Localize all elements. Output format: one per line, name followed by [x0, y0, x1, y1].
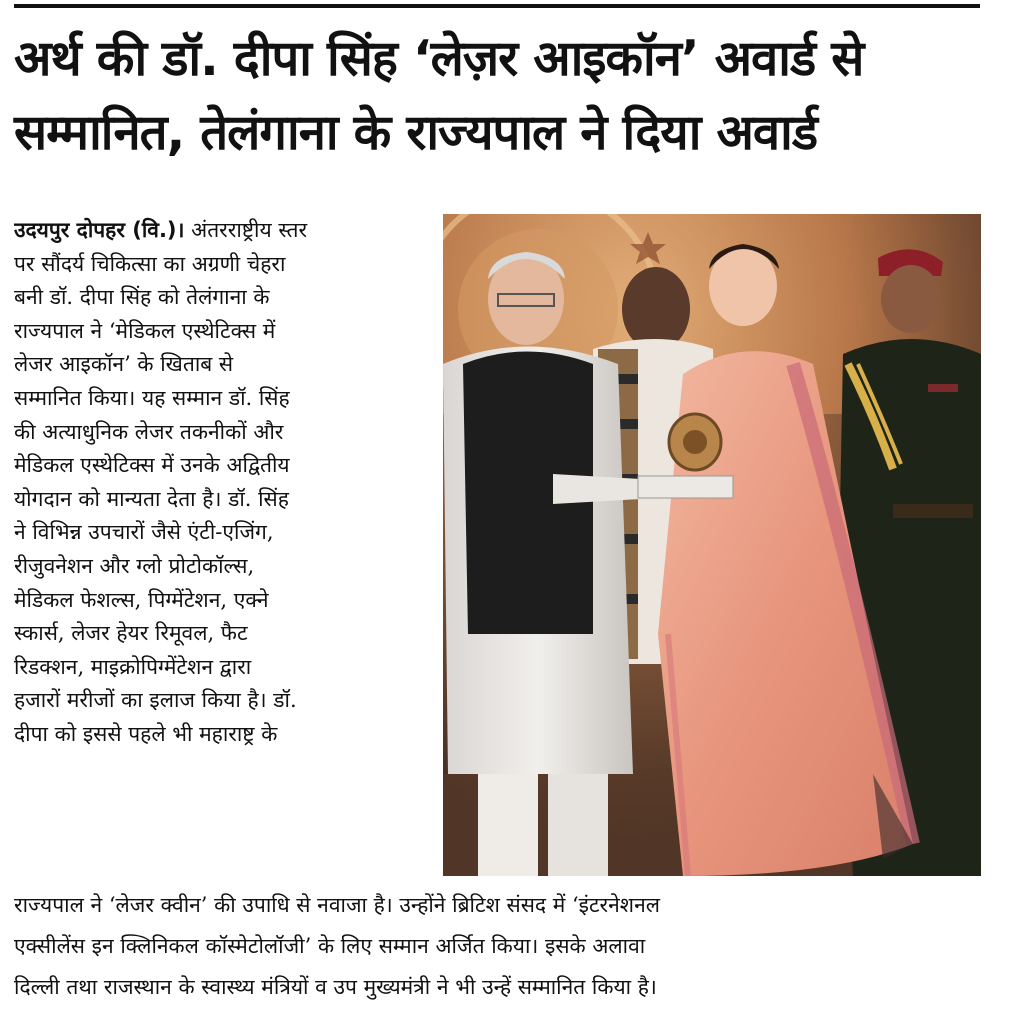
article-line: मेडिकल फेशल्स, पिग्मेंटेशन, एक्ने [14, 587, 269, 612]
article-continuation [14, 885, 984, 1008]
article-line: ने विभिन्न उपचारों जैसे एंटी-एजिंग, [14, 520, 274, 545]
article-line: स्कार्स, लेजर हेयर रिमूवल, फैट [14, 621, 248, 646]
award-ceremony-photo-icon [443, 214, 981, 876]
article-wide-line: एक्सीलेंस इन क्लिनिकल कॉस्मेटोलॉजी’ के लिए सम्मान अर्जित किया। इसके अलावा [14, 934, 646, 958]
article-line: योगदान को मान्यता देता है। डॉ. सिंह [14, 486, 289, 511]
top-rule [14, 4, 980, 8]
article-line: सम्मानित किया। यह सम्मान डॉ. सिंह [14, 385, 290, 410]
article-wide-line: राज्यपाल ने ‘लेजर क्वीन’ की उपाधि से नवाजा है। उन्होंने ब्रिटिश संसद में ‘इंटरनेशनल [14, 893, 660, 917]
article-line: की अत्याधुनिक लेजर तकनीकों और [14, 419, 284, 444]
article-line: रीजुवनेशन और ग्लो प्रोटोकॉल्स, [14, 553, 255, 578]
article-line-text: अंतरराष्ट्रीय स्तर [184, 218, 308, 242]
article-line: हजारों मरीजों का इलाज किया है। डॉ. [14, 688, 297, 713]
article-line: लेजर आइकॉन’ के खिताब से [14, 352, 234, 377]
article-line: मेडिकल एस्थेटिक्स में उनके अद्वितीय [14, 453, 290, 478]
article-wide-line: दिल्ली तथा राजस्थान के स्वास्थ्य मंत्रियों व उप मुख्यमंत्री ने भी उन्हें सम्मानित किया है। [14, 975, 657, 999]
headline-line-2: सम्मानित, तेलंगाना के राज्यपाल ने दिया अवार्ड [14, 104, 818, 161]
article-line: दीपा को इससे पहले भी महाराष्ट्र के [14, 721, 278, 746]
article-line: पर सौंदर्य चिकित्सा का अग्रणी चेहरा [14, 251, 286, 276]
headline-line-1: अर्थ की डॉ. दीपा सिंह ‘लेज़र आइकॉन’ अवार्ड से [14, 30, 864, 87]
article-line: बनी डॉ. दीपा सिंह को तेलंगाना के [14, 285, 270, 310]
award-ceremony-photo [443, 214, 981, 876]
article-line: राज्यपाल ने ‘मेडिकल एस्थेटिक्स में [14, 318, 276, 343]
article-column-text [14, 214, 430, 752]
dateline: उदयपुर दोपहर (वि.)। [14, 218, 185, 242]
article-line [14, 214, 430, 248]
article-line: रिडक्शन, माइक्रोपिग्मेंटेशन द्वारा [14, 654, 252, 679]
headline [14, 22, 989, 170]
